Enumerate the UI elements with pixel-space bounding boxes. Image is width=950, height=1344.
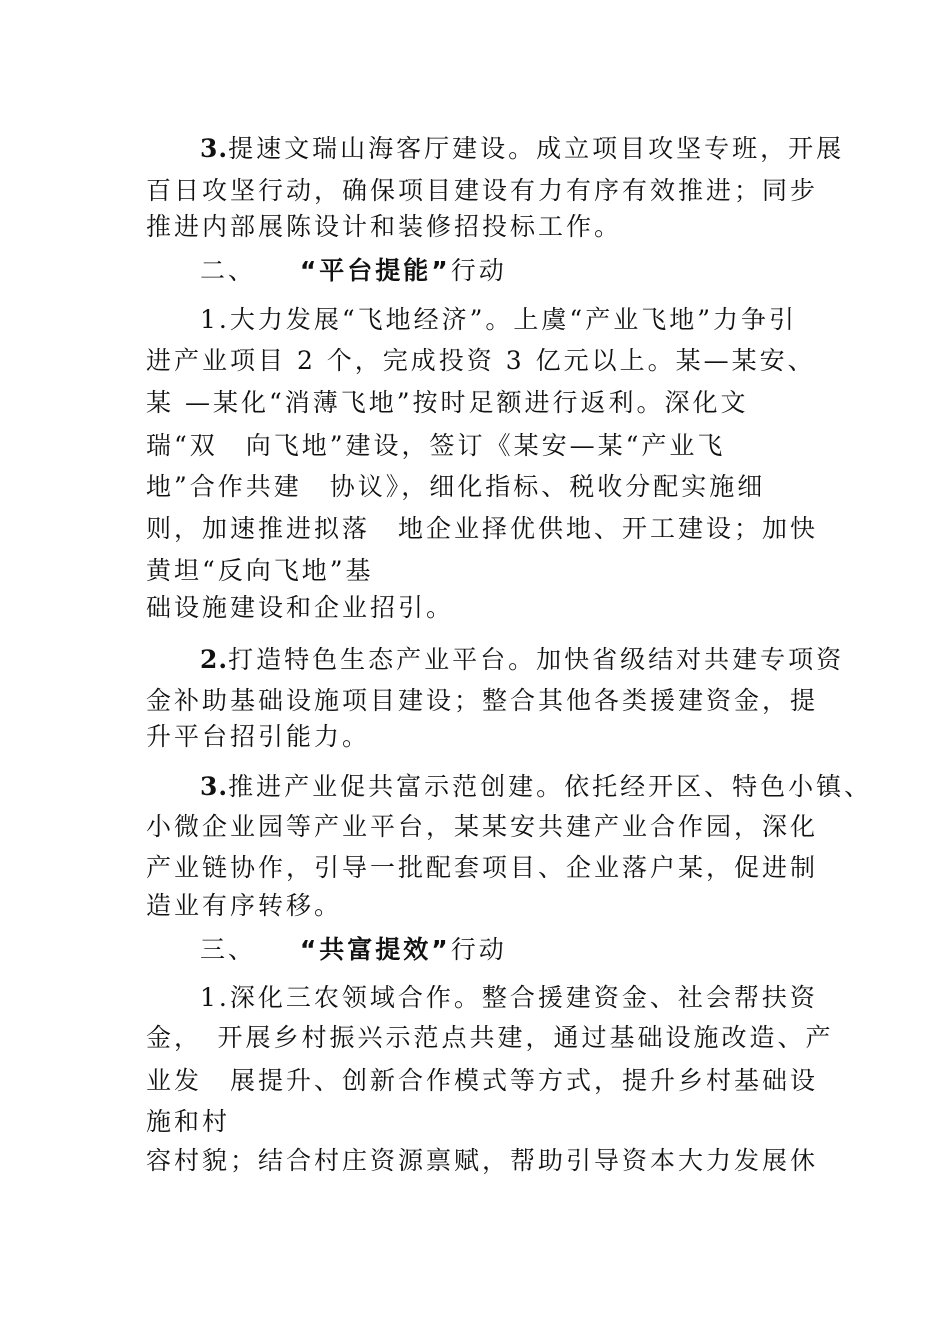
paragraph-line: 础设施建设和企业招引。 — [146, 593, 455, 622]
section-heading — [200, 935, 507, 965]
item-number: 3. — [200, 772, 229, 801]
paragraph-line: 某 —某化“消薄飞地”按时足额进行返利。深化文 — [146, 388, 749, 417]
paragraph-line: 黄坦“反向飞地”基 — [146, 556, 374, 585]
paragraph-line: 推进内部展陈设计和装修招投标工作。 — [146, 212, 623, 241]
item-number: 3. — [200, 134, 229, 163]
paragraph-line — [200, 305, 797, 335]
paragraph-text: 深化三农领域合作。整合援建资金、社会帮扶资 — [229, 983, 818, 1012]
paragraph-line: 造业有序转移。 — [146, 891, 343, 920]
paragraph-line: 地”合作共建 协议》，细化指标、税收分配实施细 — [146, 472, 766, 501]
heading-suffix: 行动 — [450, 256, 507, 285]
paragraph-line — [200, 772, 872, 802]
heading-number: 三、 — [200, 935, 257, 964]
heading-title: “平台提能” — [299, 256, 451, 285]
paragraph-line: 进产业项目 2 个，完成投资 3 亿元以上。某—某安、 — [146, 346, 816, 375]
paragraph-line: 容村貌；结合村庄资源禀赋，帮助引导资本大力发展休 — [146, 1146, 819, 1175]
paragraph-text: 大力发展“飞地经济”。上虞“产业飞地”力争引 — [229, 305, 797, 334]
section-heading — [200, 256, 507, 286]
paragraph-line: 小微企业园等产业平台，某某安共建产业合作园，深化 — [146, 812, 819, 841]
paragraph-line — [200, 645, 844, 675]
paragraph-line: 施和村 — [146, 1107, 231, 1136]
paragraph-line — [200, 983, 818, 1013]
heading-title: “共富提效” — [299, 935, 451, 964]
paragraph-text: 打造特色生态产业平台。加快省级结对共建专项资 — [228, 645, 845, 674]
paragraph-line: 瑞“双 向飞地”建设，签订《某安—某“产业飞 — [146, 431, 726, 460]
paragraph-line: 产业链协作，引导一批配套项目、企业落户某，促进制 — [146, 853, 819, 882]
paragraph-line: 百日攻坚行动，确保项目建设有力有序有效推进；同步 — [146, 176, 819, 205]
item-number: 2. — [200, 645, 229, 674]
paragraph-line — [200, 134, 844, 164]
paragraph-text: 提速文瑞山海客厅建设。成立项目攻坚专班，开展 — [228, 134, 845, 163]
paragraph-line: 业发 展提升、创新合作模式等方式，提升乡村基础设 — [146, 1066, 819, 1095]
heading-number: 二、 — [200, 256, 257, 285]
paragraph-line: 则，加速推进拟落 地企业择优供地、开工建设；加快 — [146, 514, 819, 543]
paragraph-line: 金补助基础设施项目建设；整合其他各类援建资金，提 — [146, 686, 819, 715]
paragraph-text: 推进产业促共富示范创建。依托经开区、特色小镇、 — [228, 772, 873, 801]
heading-suffix: 行动 — [450, 935, 507, 964]
paragraph-line: 金， 开展乡村振兴示范点共建，通过基础设施改造、产 — [146, 1023, 834, 1052]
item-number: 1. — [200, 983, 230, 1012]
item-number: 1. — [200, 305, 230, 334]
paragraph-line: 升平台招引能力。 — [146, 722, 371, 751]
